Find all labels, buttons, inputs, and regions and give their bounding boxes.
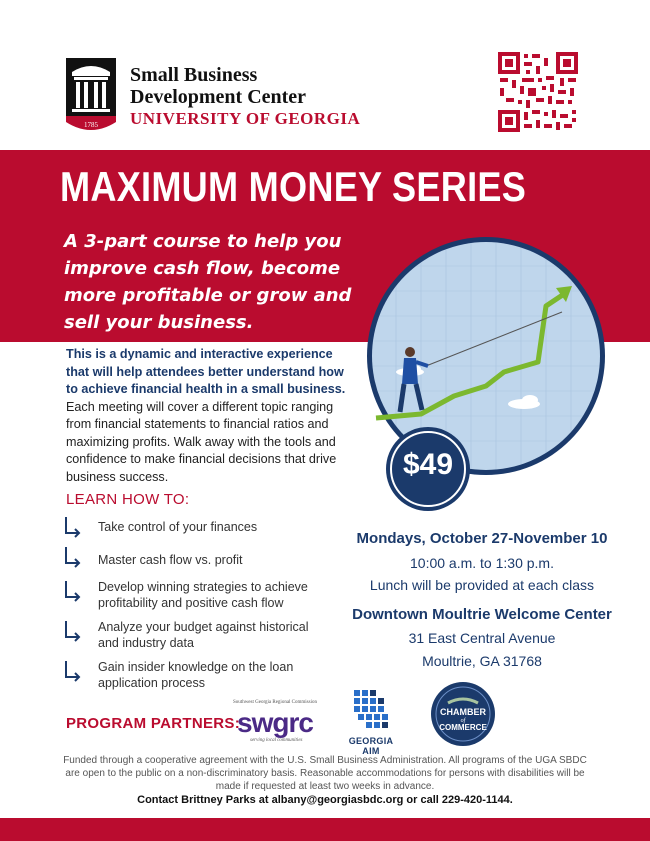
contact-info: Contact Brittney Parks at albany@georgiasbdc.org or call 229-420-1144. — [137, 794, 513, 806]
org-name-line2: Development Center — [130, 86, 307, 108]
arrow-down-right-icon — [64, 580, 82, 602]
footer-bar — [0, 818, 650, 841]
arrow-down-right-icon — [64, 516, 82, 538]
uga-arch-logo — [66, 58, 116, 134]
page-subtitle: A 3-part course to help you improve cash flow, become more profitable or grow and sell your business. — [64, 231, 352, 333]
org-university: UNIVERSITY OF GEORGIA — [130, 109, 361, 128]
swgrc-tagline: serving local communities — [250, 738, 303, 743]
georgia-aim-label: GEORGIA AIM — [348, 736, 394, 756]
chamber-word1: CHAMBER — [440, 707, 486, 717]
learn-item-text: Analyze your budget against historical and industry data — [98, 620, 309, 650]
arrow-down-right-icon — [64, 660, 82, 682]
learn-item-text: Take control of your finances — [98, 520, 258, 534]
logo-year: 1785 — [84, 121, 98, 129]
event-city: Moultrie, GA 31768 — [422, 653, 542, 669]
event-time: 10:00 a.m. to 1:30 p.m. — [410, 555, 554, 571]
swgrc-logo: swgrc — [237, 707, 313, 738]
arrow-down-right-icon — [64, 620, 82, 642]
arrow-down-right-icon — [64, 546, 82, 568]
chamber-of-commerce-logo — [430, 681, 496, 747]
georgia-aim-logo-icon — [350, 688, 390, 732]
intro-paragraph — [66, 346, 356, 486]
learn-item-text: Develop winning strategies to achieve profitability and positive cash flow — [98, 580, 308, 610]
org-name-line1: Small Business — [130, 64, 258, 86]
qr-code-icon[interactable] — [498, 52, 578, 132]
intro-lead: This is a dynamic and interactive experience that will help attendees better understand how to achieve financial health in a small business. — [66, 347, 346, 396]
event-lunch: Lunch will be provided at each class — [369, 577, 595, 593]
price: $49 — [402, 448, 454, 481]
learn-heading: LEARN HOW TO: — [66, 491, 190, 508]
funding-disclaimer: Funded through a cooperative agreement with the U.S. Small Business Administration. All programs of the UGA SBDC are open to the public on a non-discriminatory basis. Reasonable accommodations for persons with disabilities will be made if requested at least two weeks in advance. — [63, 755, 587, 792]
intro-body: Each meeting will cover a different topic ranging from financial statements to financial ratios and maximizing profits. Walk away with the tools and confidence to make financial decisions that drive business success. — [66, 399, 337, 484]
chamber-word2: COMMERCE — [439, 723, 487, 732]
page-title: MAXIMUM MONEY SERIES — [60, 163, 527, 210]
event-street: 31 East Central Avenue — [408, 630, 556, 646]
event-date: Mondays, October 27-November 10 — [356, 530, 608, 547]
learn-item-text: Master cash flow vs. profit — [98, 553, 243, 567]
event-venue: Downtown Moultrie Welcome Center — [352, 606, 612, 623]
partners-label: PROGRAM PARTNERS: — [66, 715, 240, 732]
swgrc-org-name: Southwest Georgia Regional Commission — [233, 700, 317, 705]
chamber-of: of — [460, 718, 466, 724]
learn-item-text: Gain insider knowledge on the loan application process — [98, 660, 294, 690]
